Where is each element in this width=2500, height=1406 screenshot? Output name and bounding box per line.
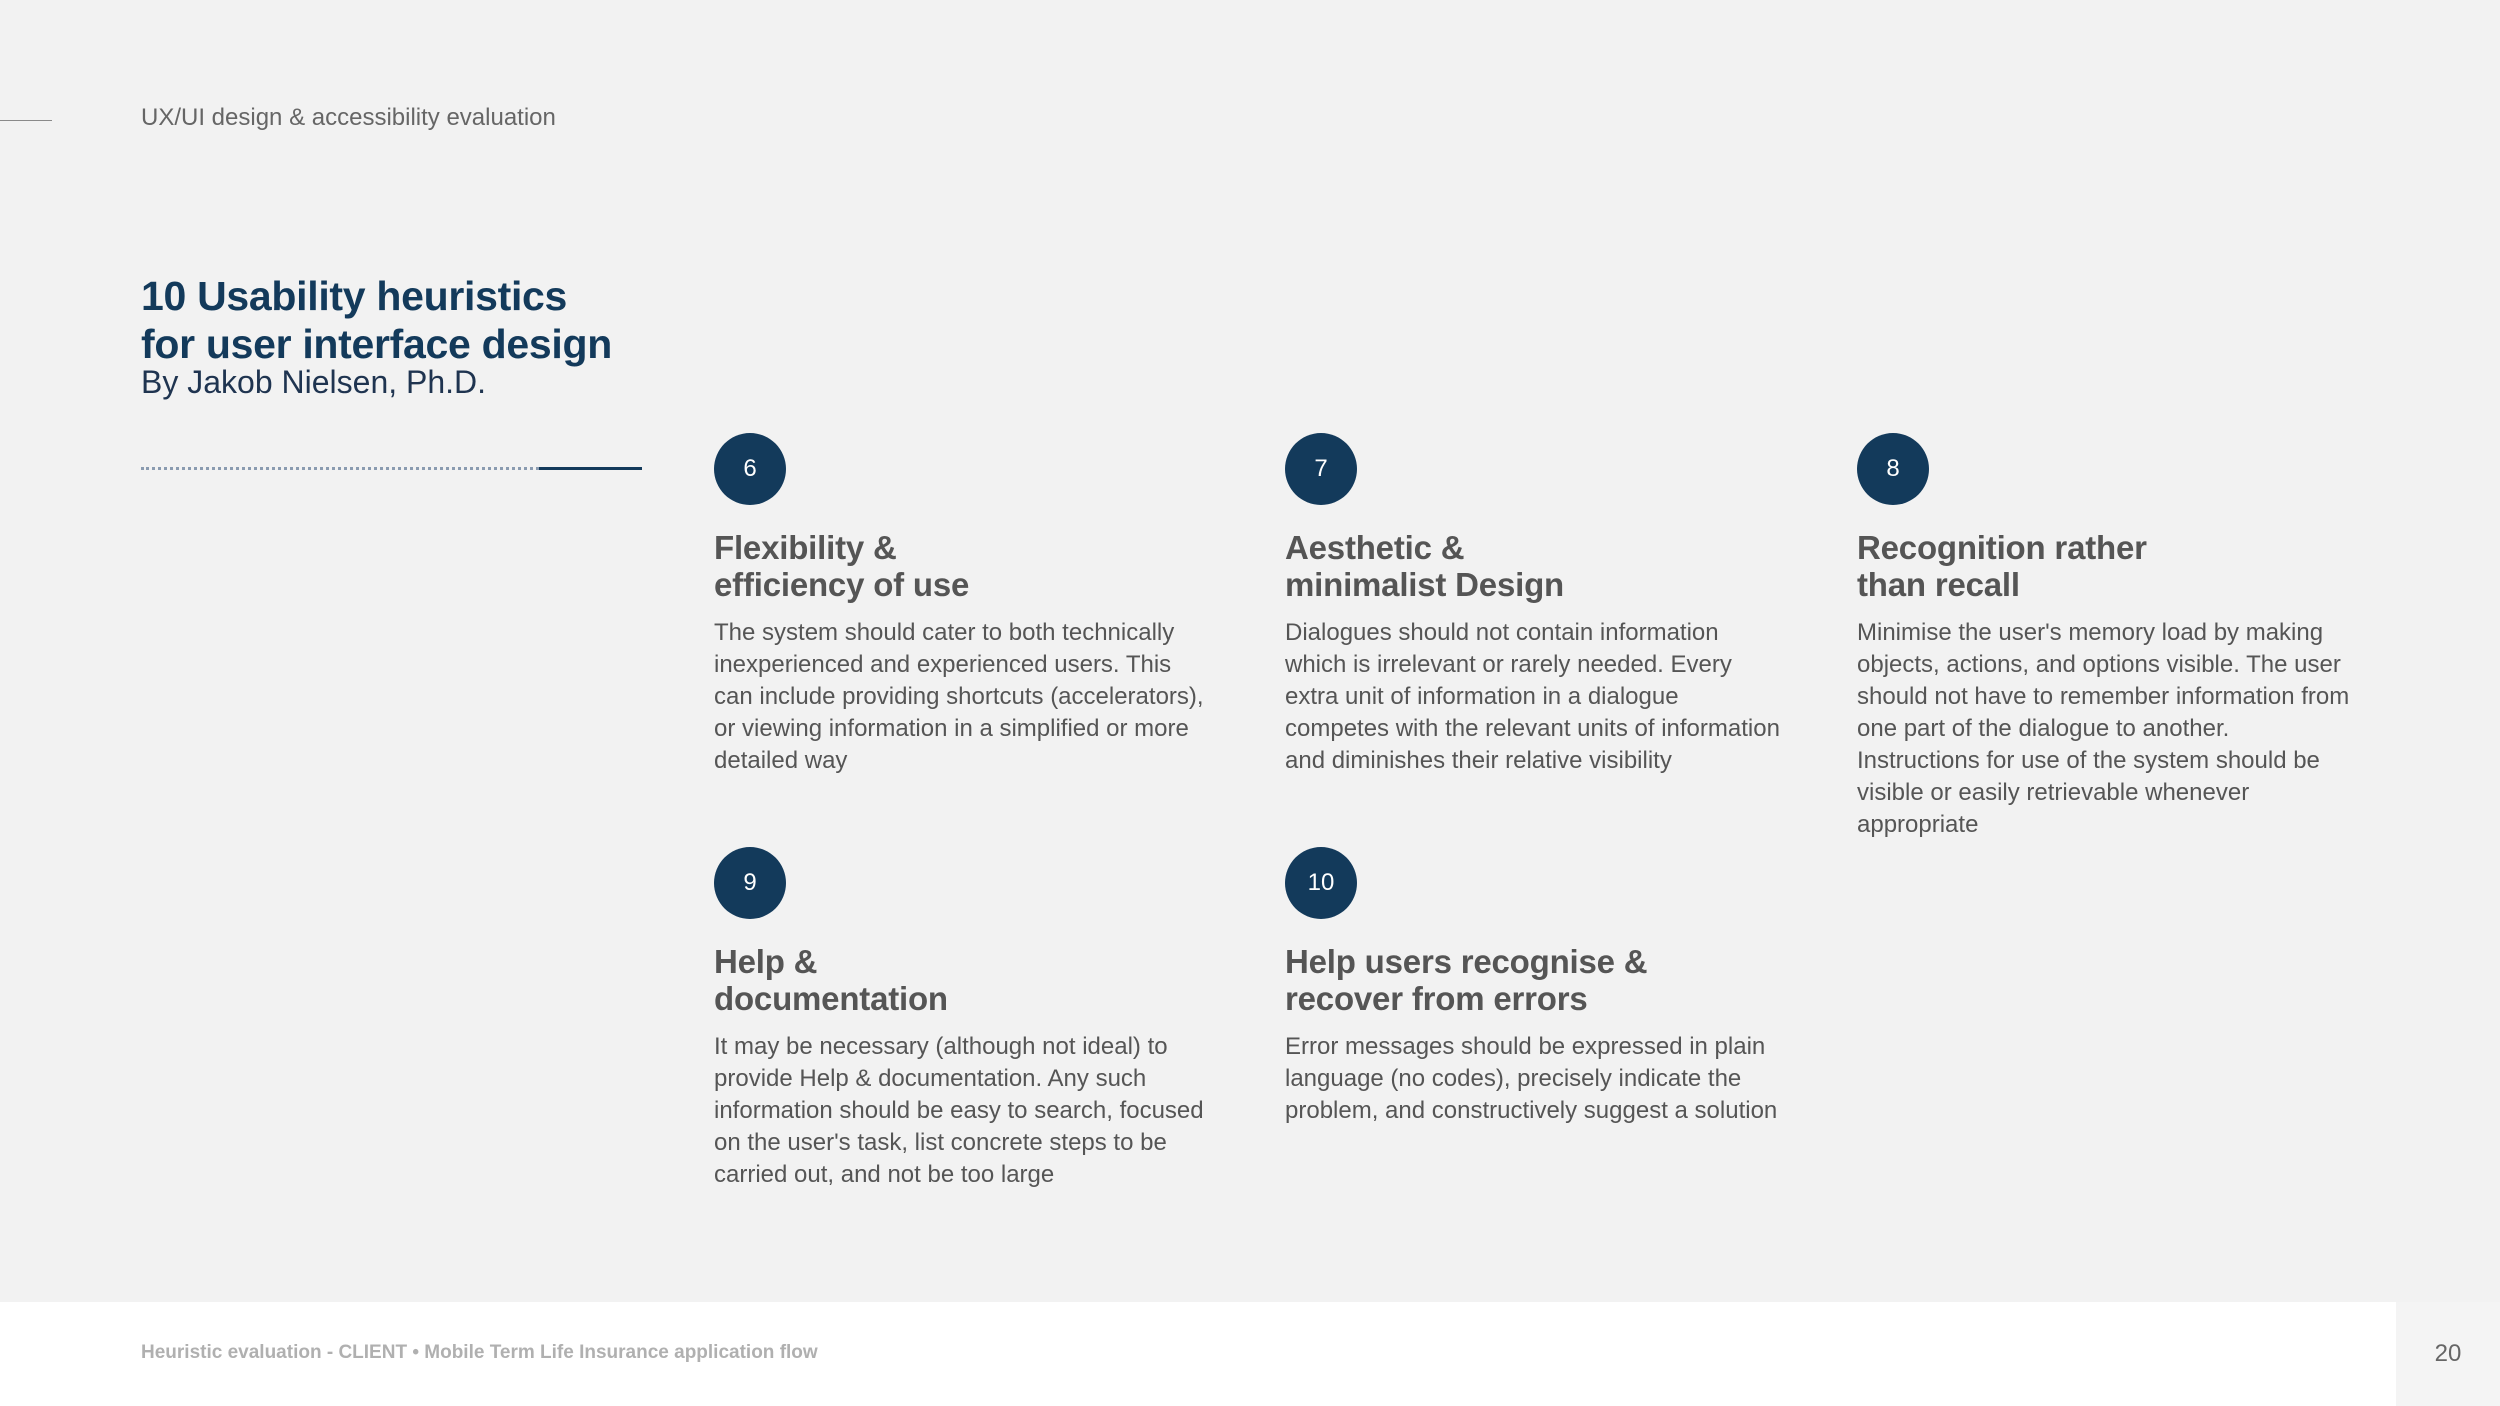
heuristic-title: Help & documentation [714,943,948,1017]
page-number: 20 [2396,1302,2500,1406]
section-kicker: UX/UI design & accessibility evaluation [141,104,556,131]
heuristic-title: Flexibility & efficiency of use [714,529,970,603]
heuristic-description: Error messages should be expressed in plain language (no codes), precisely indicate the problem, and constructively suggest a solution [1285,1033,1778,1124]
heuristic-title: Aesthetic & minimalist Design [1285,529,1565,603]
heuristic-card-9 [714,847,1214,1191]
dotted-divider [141,467,539,470]
heuristic-card-8 [1857,433,2357,841]
footer-caption: Heuristic evaluation - CLIENT • Mobile Term Life Insurance application flow [141,1342,818,1363]
heuristic-card-6 [714,433,1214,777]
heuristic-card-10 [1285,847,1785,1127]
heuristic-number-badge: 6 [714,433,786,505]
heuristic-number-badge: 10 [1285,847,1357,919]
top-left-rule [0,120,52,121]
heuristic-number-badge: 9 [714,847,786,919]
solid-divider [539,467,642,470]
heuristic-description: The system should cater to both technically inexperienced and experienced users. This can include providing shortcuts (accelerators), or viewing information in a simplified or more detailed way [714,619,1204,774]
heuristic-number-badge: 8 [1857,433,1929,505]
heuristic-card-7 [1285,433,1785,777]
heuristic-description: Dialogues should not contain information which is irrelevant or rarely needed. Every extra unit of information in a dialogue competes with the relevant units of information and diminishes their relative visibility [1285,619,1780,774]
page-title: 10 Usability heuristics for user interface design [141,273,612,367]
heuristic-description: Minimise the user's memory load by making objects, actions, and options visible. The user should not have to remember information from one part of the dialogue to another. Instructions for use of the system should be visible or easily retrievable whenever appropriate [1857,619,2350,838]
heuristic-title: Help users recognise & recover from errors [1285,943,1648,1017]
heuristic-number-badge: 7 [1285,433,1357,505]
heuristic-description: It may be necessary (although not ideal) to provide Help & documentation. Any such information should be easy to search, focused on the user's task, list concrete steps to be carried out, and not be too large [714,1033,1204,1188]
heuristic-title: Recognition rather than recall [1857,529,2147,603]
author-byline: By Jakob Nielsen, Ph.D. [141,364,487,400]
footer-bar [0,1302,2500,1406]
